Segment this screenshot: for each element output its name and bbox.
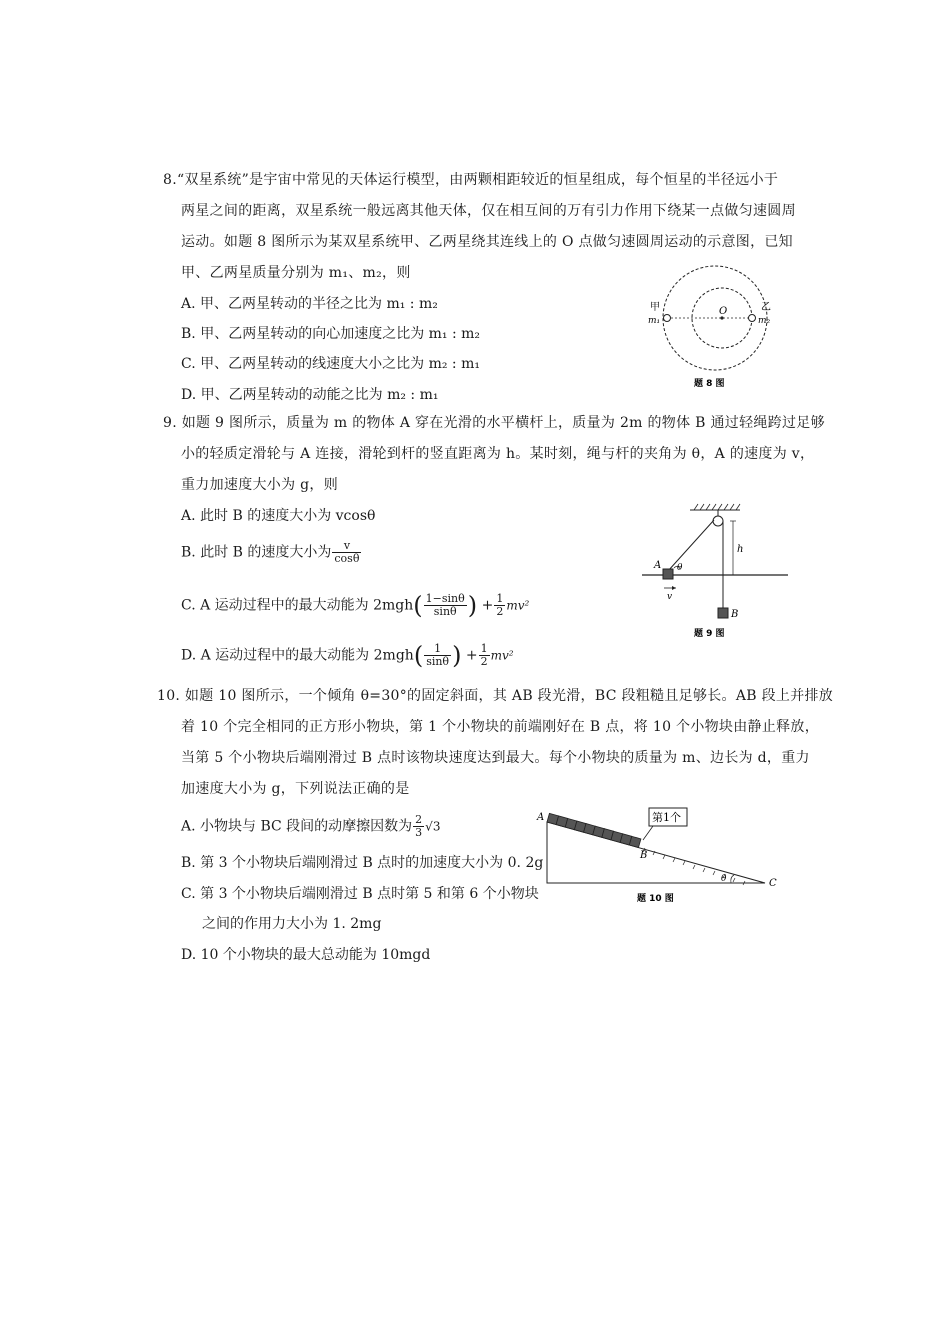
- frac-den: 2: [480, 655, 488, 668]
- q10-line-1: 10. 如题 10 图所示，一个倾角 θ=30°的固定斜面，其 AB 段光滑，BC 段粗糙且足够长。AB 段上并排放: [157, 688, 834, 704]
- mv2: mv²: [506, 598, 530, 613]
- block-a: [663, 569, 673, 579]
- q10-line-4: 加速度大小为 g，下列说法正确的是: [181, 781, 410, 797]
- frac-den: cosθ: [334, 552, 360, 565]
- frac-num: 1: [496, 592, 504, 605]
- q10-a-fraction: [413, 814, 424, 839]
- q10-line-3: 当第 5 个小物块后端刚滑过 B 点时该物块速度达到最大。每个小物块的质量为 m、边长为 d，重力: [181, 750, 810, 766]
- frac-den: sinθ: [433, 605, 457, 618]
- q8-figure: [640, 262, 790, 402]
- q10-option-a: [181, 814, 440, 839]
- plus-sign: +: [481, 597, 494, 614]
- q10-option-b: B. 第 3 个小物块后端刚滑过 B 点时的加速度大小为 0. 2g: [181, 855, 544, 871]
- q9-option-a: A. 此时 B 的速度大小为 vcosθ: [181, 508, 376, 524]
- q8-option-b: B. 甲、乙两星转动的向心加速度之比为 m₁ : m₂: [181, 326, 481, 342]
- sqrt-three: √3: [425, 819, 441, 834]
- q9-option-d-prefix: D. A 运动过程中的最大动能为 2mgh: [181, 647, 414, 664]
- mv2: mv²: [490, 648, 514, 663]
- q9-line-2: 小的轻质定滑轮与 A 连接，滑轮到杆的竖直距离为 h。某时刻，绳与杆的夹角为 θ，A 的速度为 v，: [181, 446, 815, 462]
- caption: 题 8 图: [694, 379, 725, 389]
- label-a: A: [537, 812, 545, 823]
- frac-num: v: [332, 540, 361, 553]
- q9-option-d: D. A 运动过程中的最大动能为 2mgh( $\frac{1}{\sin\theta}$ ) + $\frac{1}{2}$ mv²: [181, 641, 514, 670]
- q9-line-3: 重力加速度大小为 g，则: [181, 477, 339, 493]
- frac-num: 1: [480, 642, 488, 655]
- q9-option-c: C. A 运动过程中的最大动能为 2mgh( $\frac{1-\sin\theta}{\sin\theta}$ ) + $\frac{1}{2}$ mv²: [181, 591, 530, 620]
- half-fraction: [494, 593, 505, 618]
- q8-option-c: C. 甲、乙两星转动的线速度大小之比为 m₂ : m₁: [181, 356, 480, 372]
- label-a: A: [654, 560, 662, 571]
- label-v: v: [667, 592, 673, 602]
- label-m2: m₂: [758, 316, 771, 326]
- q9-line-1: 9. 如题 9 图所示，质量为 m 的物体 A 穿在光滑的水平横杆上，质量为 2m 的物体 B 通过轻绳跨过足够: [163, 415, 825, 431]
- q10-option-c: C. 第 3 个小物块后端刚滑过 B 点时第 5 和第 6 个小物块: [181, 886, 539, 902]
- q9-option-b-prefix: B. 此时 B 的速度大小为: [181, 544, 332, 561]
- label-b: B: [640, 850, 648, 861]
- label-b: B: [731, 609, 739, 620]
- pulley: [713, 516, 723, 526]
- label-h: h: [737, 544, 744, 555]
- q9-d-fraction: [424, 643, 451, 668]
- q10-figure: [535, 800, 785, 910]
- star-jia: [664, 315, 671, 322]
- q9-option-c-prefix: C. A 运动过程中的最大动能为 2mgh: [181, 597, 414, 614]
- plus-sign: +: [465, 647, 478, 664]
- q9-option-b: [181, 540, 362, 565]
- q8-option-d: D. 甲、乙两星转动的动能之比为 m₂ : m₁: [181, 387, 439, 403]
- q9-b-fraction: [332, 540, 361, 565]
- frac-num: 2: [415, 813, 423, 826]
- label-theta: θ: [677, 563, 683, 573]
- frac-den: sinθ: [426, 655, 450, 668]
- block-b: [718, 608, 728, 618]
- frac-num: 1: [424, 643, 451, 656]
- q9-c-fraction: [424, 593, 467, 618]
- q8-line-3: 运动。如题 8 图所示为某双星系统甲、乙两星绕其连线上的 O 点做匀速圆周运动的示意图，已知: [181, 234, 793, 250]
- frac-den: 3: [415, 826, 423, 839]
- q10-option-c-continued: 之间的作用力大小为 1. 2mg: [202, 916, 382, 932]
- blocks: [547, 813, 641, 847]
- q8-line-4: 甲、乙两星质量分别为 m₁、m₂，则: [181, 265, 411, 281]
- q10-option-d: D. 10 个小物块的最大总动能为 10mgd: [181, 947, 431, 963]
- frac-num: 1−sinθ: [425, 592, 465, 605]
- label-yi: 乙: [761, 302, 771, 313]
- caption: 题 10 图: [637, 894, 674, 904]
- label-jia: 甲: [650, 302, 660, 313]
- q8-line-2: 两星之间的距离，双星系统一般远离其他天体，仅在相互间的万有引力作用下绕某一点做匀速圆周: [181, 203, 796, 219]
- q9-figure: [640, 500, 790, 645]
- q10-option-a-prefix: A. 小物块与 BC 段间的动摩擦因数为: [181, 818, 413, 835]
- label-first: 第1个: [652, 811, 681, 824]
- label-c: C: [769, 878, 777, 889]
- half-fraction: [479, 643, 490, 668]
- label-theta: θ: [721, 874, 727, 884]
- frac-den: 2: [496, 605, 504, 618]
- q8-line-1: 8.“双星系统”是宇宙中常见的天体运行模型，由两颗相距较近的恒星组成，每个恒星的半径远小于: [163, 172, 779, 188]
- label-m1: m₁: [648, 316, 661, 326]
- label-o: O: [719, 306, 728, 317]
- star-yi: [749, 315, 756, 322]
- caption: 题 9 图: [694, 629, 725, 639]
- q10-line-2: 着 10 个完全相同的正方形小物块，第 1 个小物块的前端刚好在 B 点，将 10 个小物块由静止释放，: [181, 719, 820, 735]
- q8-option-a: A. 甲、乙两星转动的半径之比为 m₁ : m₂: [181, 296, 438, 312]
- rope-a: [668, 520, 714, 571]
